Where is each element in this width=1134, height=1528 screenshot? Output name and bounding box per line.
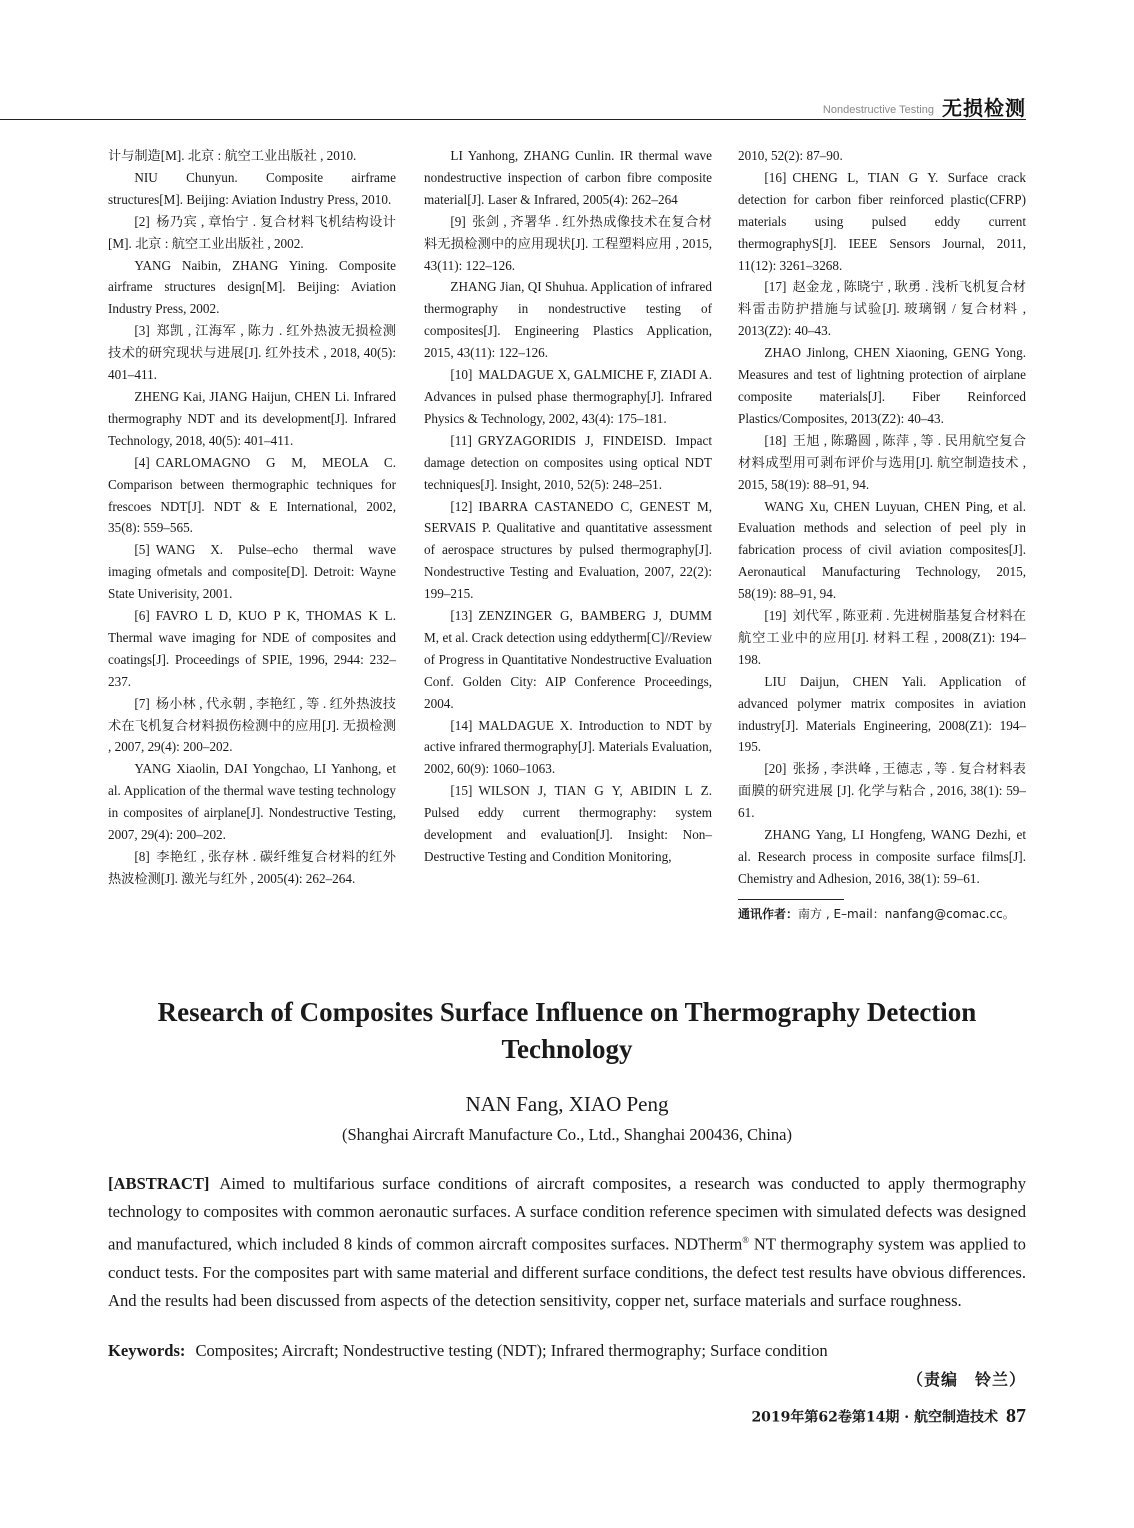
reference-entry — [738, 671, 1026, 759]
reference-text: YANG Naibin, ZHANG Yining. Composite airframe structures design[M]. Beijing: Aviation Industry Press, 2002. — [108, 257, 396, 317]
reference-text: WANG X. Pulse–echo thermal wave imaging ofmetals and composite[D]. Detroit: Wayne State Univerisity, 2001. — [108, 542, 396, 602]
reference-text: 计与制造[M]. 北京 : 航空工业出版社 , 2010. — [108, 148, 357, 163]
reference-entry — [108, 211, 396, 255]
reference-text: CHENG L, TIAN G Y. Surface crack detection for carbon fiber reinforced plastic(CFRP) materials using pulsed eddy current thermographyS[J]. IEEE Sensors Journal, 2011, 11(12): 3261–3268. — [738, 169, 1026, 273]
reference-entry — [738, 758, 1026, 824]
reference-text: IBARRA CASTANEDO C, GENEST M, SERVAIS P. Qualitative and quantitative assessment of aerospace structures by pulsed thermography[J]. Nondestructive Testing and Evaluation, 2007, 22(2): 199–215. — [424, 498, 712, 602]
reference-entry — [738, 342, 1026, 430]
reference-number: [17] — [764, 279, 787, 295]
reference-number: [9] — [450, 213, 466, 229]
references-list — [738, 145, 1026, 890]
reference-number: [16] — [764, 169, 787, 185]
reference-entry — [424, 145, 712, 211]
reference-number: [2] — [134, 213, 150, 229]
reference-number: [7] — [134, 695, 150, 711]
reference-entry — [108, 320, 396, 386]
keywords-text: Composites; Aircraft; Nondestructive testing (NDT); Infrared thermography; Surface condition — [195, 1341, 828, 1360]
reference-entry — [108, 386, 396, 452]
reference-number: [13] — [450, 608, 473, 624]
reference-text: MALDAGUE X. Introduction to NDT by active infrared thermography[J]. Materials Evaluation, 2002, 60(9): 1060–1063. — [424, 717, 712, 777]
reference-text: 郑凯 , 江海军 , 陈力 . 红外热波无损检测技术的研究现状与进展[J]. 红外技术 , 2018, 40(5): 401–411. — [108, 323, 396, 383]
reference-text: LI Yanhong, ZHANG Cunlin. IR thermal wave nondestructive inspection of carbon fibre composite material[J]. Laser & Infrared, 2005(4): 262–264 — [424, 148, 712, 207]
keywords-label: Keywords: — [108, 1341, 186, 1360]
journal-name-cn: 无损检测 — [942, 96, 1026, 120]
reference-entry — [738, 167, 1026, 277]
corresponding-author-label: 通讯作者： — [738, 906, 799, 921]
reference-entry — [424, 364, 712, 430]
reference-entry — [108, 167, 396, 211]
reference-text: CARLOMAGNO G M, MEOLA C. Comparison between thermographic techniques for frescoes NDT[J]. NDT & E International, 2002, 35(8): 559–565. — [108, 454, 396, 536]
reference-number: [3] — [134, 323, 150, 339]
reference-entry — [108, 255, 396, 321]
references-column-2 — [424, 145, 712, 868]
reference-number: [10] — [450, 367, 473, 383]
reference-entry — [738, 430, 1026, 496]
journal-name-en: Nondestructive Testing — [822, 104, 934, 116]
abstract-text-1: Aimed to multifarious surface conditions of aircraft composites, a research was conducted to apply thermography technology to composites with common aeronautic surfaces. A surface condition reference specimen with simulated defects was designed and manufactured, which included 8 kinds of common aircraft composites surfaces. NDTherm — [108, 1174, 1026, 1254]
reference-number: [11] — [450, 432, 472, 448]
references-column-1 — [108, 145, 396, 890]
reference-text: FAVRO L D, KUO P K, THOMAS K L. Thermal wave imaging for NDE of composites and coatings[J]. Proceedings of SPIE, 1996, 2944: 232–237. — [108, 608, 396, 689]
reference-number: [19] — [764, 608, 787, 624]
reference-text: NIU Chunyun. Composite airframe structures[M]. Beijing: Aviation Industry Press, 2010. — [108, 169, 396, 207]
reference-text: 李艳红 , 张存林 . 碳纤维复合材料的红外热波检测[J]. 激光与红外 , 2005(4): 262–264. — [108, 849, 396, 886]
reference-entry — [424, 276, 712, 364]
reference-entry — [738, 605, 1026, 671]
reference-number: [15] — [450, 783, 473, 799]
page-footer — [751, 1405, 1026, 1428]
reference-entry — [424, 780, 712, 868]
reference-entry — [738, 276, 1026, 342]
reference-entry — [424, 715, 712, 781]
abstract-label: [ABSTRACT] — [108, 1174, 210, 1193]
reference-entry — [108, 758, 396, 846]
reference-text: MALDAGUE X, GALMICHE F, ZIADI A. Advances in pulsed phase thermography[J]. Infrared Physics & Technology, 2002, 43(4): 175–181. — [424, 367, 712, 426]
reference-text: ZHANG Yang, LI Hongfeng, WANG Dezhi, et al. Research process in composite surface films[J]. Chemistry and Adhesion, 2016, 38(1): 59–61. — [738, 827, 1026, 886]
reference-number: [14] — [450, 717, 473, 733]
reference-text: 杨乃宾 , 章怡宁 . 复合材料飞机结构设计[M]. 北京 : 航空工业出版社 , 2002. — [108, 213, 396, 251]
keywords — [108, 1337, 1026, 1365]
reference-text: 杨小林 , 代永朝 , 李艳红 , 等 . 红外热波技术在飞机复合材料损伤检测中的应用[J]. 无损检测 , 2007, 29(4): 200–202. — [108, 695, 396, 755]
reference-number: [8] — [134, 849, 150, 864]
reference-entry — [738, 496, 1026, 606]
reference-text: WANG Xu, CHEN Luyuan, CHEN Ping, et al. Evaluation methods and selection of peel ply in fabrication process of civil aviation composites[J]. Aeronautical Manufacturing Technology, 2015, 58(19): 88–91, 94. — [738, 498, 1026, 602]
reference-entry — [108, 539, 396, 605]
reference-entry — [424, 496, 712, 606]
reference-text: LIU Daijun, CHEN Yali. Application of advanced polymer matrix composites in aviation industry[J]. Materials Engineering, 2008(Z1): 194–195. — [738, 673, 1026, 755]
paper-title: Research of Composites Surface Influence on Thermography Detection Technology — [157, 997, 977, 1064]
reference-entry — [424, 211, 712, 277]
reference-text: 2010, 52(2): 87–90. — [738, 148, 843, 163]
reference-text: 张剑 , 齐署华 . 红外热成像技术在复合材料无损检测中的应用现状[J]. 工程塑料应用 , 2015, 43(11): 122–126. — [424, 213, 712, 273]
paper-authors: NAN Fang, XIAO Peng — [465, 1092, 669, 1116]
reference-text: GRYZAGORIDIS J, FINDEISD. Impact damage detection on composites using optical NDT techniques[J]. Insight, 2010, 52(5): 248–251. — [424, 432, 712, 492]
reference-text: 王旭 , 陈璐圆 , 陈萍 , 等 . 民用航空复合材料成型用可剥布评价与选用[J]. 航空制造技术 , 2015, 58(19): 88–91, 94. — [738, 432, 1026, 492]
reference-text: YANG Xiaolin, DAI Yongchao, LI Yanhong, et al. Application of the thermal wave testing technology in composites of airplane[J]. Nondestructive Testing, 2007, 29(4): 200–202. — [108, 761, 396, 843]
corresponding-author — [738, 904, 1026, 924]
abstract — [108, 1170, 1026, 1315]
reference-text: 赵金龙 , 陈晓宁 , 耿勇 . 浅析飞机复合材料雷击防护措施与试验[J]. 玻璃钢 / 复合材料 , 2013(Z2): 40–43. — [738, 279, 1026, 339]
footer-journal: 2019年第62卷第14期 · 航空制造技术 — [751, 1409, 998, 1426]
registered-mark: ® — [742, 1235, 750, 1245]
reference-entry — [424, 430, 712, 496]
editor-note: （责编 铃兰） — [906, 1370, 1026, 1389]
page-header — [0, 88, 1134, 122]
reference-text: ZHENG Kai, JIANG Haijun, CHEN Li. Infrared thermography NDT and its development[J]. Infrared Technology, 2018, 40(5): 401–411. — [108, 388, 396, 448]
header-divider — [0, 119, 1026, 120]
abstract-text-2: NT thermography system was applied to conduct tests. For the composites part with same material and different surface conditions, the defect test results have obvious differences. And the results had been discussed from aspects of the detection sensitivity, copper net, surface materials and surface roughness. — [108, 1234, 1026, 1310]
reference-entry — [108, 693, 396, 759]
reference-number: [5] — [134, 542, 150, 558]
reference-entry — [738, 824, 1026, 890]
reference-number: [18] — [764, 432, 787, 448]
footnote-divider — [738, 899, 844, 900]
reference-text: WILSON J, TIAN G Y, ABIDIN L Z. Pulsed eddy current thermography: system development and evaluation[J]. Insight: Non–Destructive Testing and Condition Monitoring, — [424, 783, 712, 864]
reference-entry — [738, 145, 1026, 167]
reference-entry — [424, 605, 712, 715]
reference-number: [20] — [764, 761, 787, 777]
reference-entry — [108, 145, 396, 167]
reference-text: 张扬 , 李洪峰 , 王德志 , 等 . 复合材料表面膜的研究进展 [J]. 化学与粘合 , 2016, 38(1): 59–61. — [738, 761, 1026, 821]
reference-number: [6] — [134, 608, 150, 624]
reference-text: 刘代军 , 陈亚莉 . 先进树脂基复合材料在航空工业中的应用[J]. 材料工程 , 2008(Z1): 194–198. — [738, 608, 1026, 667]
reference-number: [4] — [134, 454, 150, 470]
paper-affiliation: (Shanghai Aircraft Manufacture Co., Ltd., Shanghai 200436, China) — [342, 1125, 792, 1144]
reference-entry — [108, 846, 396, 890]
reference-entry — [108, 452, 396, 540]
reference-number: [12] — [450, 498, 473, 514]
reference-text: ZHAO Jinlong, CHEN Xiaoning, GENG Yong. Measures and test of lightning protection of airplane composite materials[J]. Fiber Reinforced Plastics/Composites, 2013(Z2): 40–43. — [738, 345, 1026, 426]
reference-entry — [108, 605, 396, 693]
corresponding-author-text: 南方 , E–mail：nanfang@comac.cc。 — [798, 906, 1015, 921]
references-column-3 — [738, 145, 1026, 924]
reference-text: ZHANG Jian, QI Shuhua. Application of infrared thermography in nondestructive testing of composites[J]. Engineering Plastics Application, 2015, 43(11): 122–126. — [424, 279, 712, 361]
reference-text: ZENZINGER G, BAMBERG J, DUMM M, et al. Crack detection using eddytherm[C]//Review of Progress in Quantitative Nondestructive Evaluation Conf. Golden City: AIP Conference Proceedings, 2004. — [424, 608, 712, 711]
page-number: 87 — [1006, 1405, 1026, 1427]
